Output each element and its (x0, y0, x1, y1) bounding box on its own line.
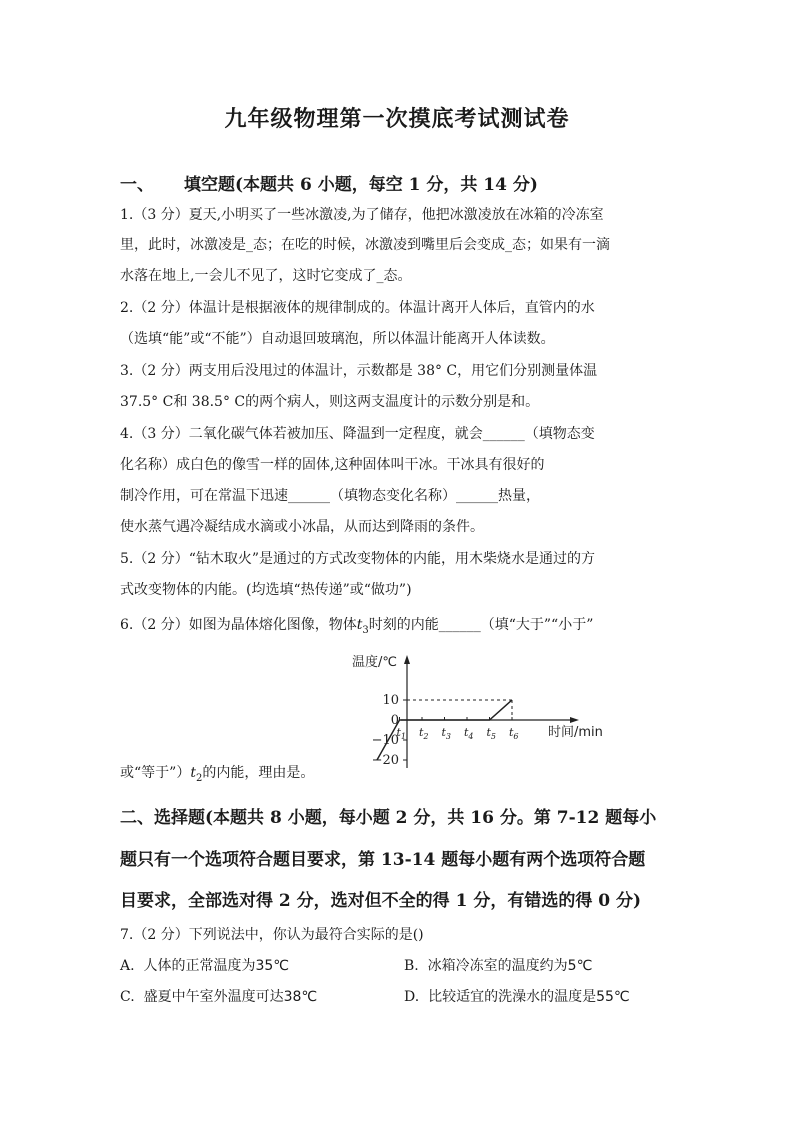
section1-title: 填空题(本题共 6 小题，每空 1 分，共 14 分) (184, 175, 538, 195)
q6-line2 (120, 763, 314, 789)
q1-line3: 水落在地上,一会儿不见了，这时它变成了_态。 (120, 268, 412, 284)
section2-line1: 二、选择题(本题共 8 小题，每小题 2 分，共 16 分。第 7-12 题每小 (120, 808, 657, 828)
q2-line2: （选填“能”或“不能”）自动退回玻璃泡，所以体温计能离开人体读数。 (120, 331, 555, 347)
q6-text-c: 或“等于”） (120, 765, 191, 781)
option-c-label: C. (120, 989, 135, 1005)
option-b-label: B. (404, 958, 419, 974)
y-axis-label: 温度/℃ (352, 655, 397, 670)
q7-option-c (120, 987, 317, 1007)
q6-text-a: 6.（2 分）如图为晶体熔化图像，物体 (120, 617, 357, 633)
option-c-text: 盛夏中午室外温度可达 (143, 989, 284, 1005)
q6-line1 (120, 615, 593, 641)
option-a-text: 人体的正常温度为 (143, 958, 256, 974)
q5-line2: 式改变物体的内能。(均选填“热传递”或“做功”) (120, 582, 412, 598)
x-tick-label: $t_5$ (486, 726, 497, 741)
q5-line1: 5.（2 分）“钻木取火”是通过的方式改变物体的内能，用木柴烧水是通过的方 (120, 551, 596, 567)
q4-line1: 4.（3 分）二氧化碳气体若被加压、降温到一定程度，就会______（填物态变 (120, 426, 595, 442)
q6-text-d: 的内能，理由是。 (202, 765, 315, 781)
melting-graph-svg (340, 648, 620, 778)
q7-option-a (120, 956, 289, 976)
q4-line4: 使水蒸气遇冷凝结成水滴或小冰晶，从而达到降雨的条件。 (120, 519, 484, 535)
option-d-label: D. (404, 989, 420, 1005)
q6-sub-3: 3 (362, 624, 369, 636)
option-b-text: 冰箱冷冻室的温度约为 (427, 958, 568, 974)
option-a-value: 35℃ (255, 958, 290, 974)
section1-number: 一、 (120, 175, 154, 195)
melting-graph (340, 648, 620, 778)
page-title: 九年级物理第一次摸底考试测试卷 (224, 106, 570, 132)
section2-line3: 目要求，全部选对得 2 分，选对但不全的得 1 分，有错选的得 0 分) (120, 891, 642, 911)
x-axis-arrow (570, 717, 579, 723)
q7-option-b (404, 956, 592, 976)
q6-text-b: 时刻的内能______（填“大于”“小于” (368, 617, 594, 633)
x-tick-label: $t_6$ (509, 726, 519, 741)
q6-var-t3: t (356, 617, 363, 633)
q4-line2: 化名称）成白色的像雪一样的固体,这种固体叫干冰。干冰具有很好的 (120, 457, 545, 473)
y-tick-label: 0 (390, 713, 399, 728)
x-tick-label: $t_4$ (464, 726, 474, 741)
y-tick-label: −10 (371, 733, 399, 748)
x-tick-label: $t_1$ (396, 726, 407, 741)
option-d-text: 比较适宜的洗澡水的温度是 (428, 989, 597, 1005)
q3-line1: 3.（2 分）两支用后没甩过的体温计，示数都是 38° C，用它们分别测量体温 (120, 363, 598, 379)
x-tick-label: $t_3$ (441, 726, 452, 741)
q1-line1: 1.（3 分）夏天,小明买了一些冰激凌,为了储存，他把冰激凌放在冰箱的冷冻室 (120, 207, 604, 223)
q6-var-t2: t (190, 765, 196, 781)
y-tick-label: 10 (382, 693, 399, 708)
q4-line3: 制冷作用，可在常温下迅速______（填物态变化名称）______热量， (120, 488, 540, 504)
option-b-value: 5℃ (567, 958, 593, 974)
section1-heading (120, 170, 538, 195)
option-d-value: 55℃ (596, 989, 630, 1005)
x-tick-label: $t_2$ (419, 726, 429, 741)
q6-sub-2: 2 (195, 772, 203, 784)
y-axis-arrow (404, 655, 410, 664)
q3-line2: 37.5° C和 38.5° C的两个病人，则这两支温度计的示数分别是和。 (120, 394, 540, 410)
q1-line2: 里，此时，冰激凌是_态；在吃的时候，冰激凌到嘴里后会变成_态；如果有一滴 (120, 237, 610, 253)
q2-line1: 2.（2 分）体温计是根据液体的规律制成的。体温计离开人体后，直管内的水 (120, 300, 595, 316)
option-a-label: A. (120, 958, 135, 974)
section2-line2: 题只有一个选项符合题目要求，第 13-14 题每小题有两个选项符合题 (120, 850, 646, 870)
y-tick-label: −20 (371, 753, 399, 768)
q7-stem: 7.（2 分）下列说法中，你认为最符合实际的是() (120, 927, 424, 943)
q7-option-d (404, 987, 630, 1007)
option-c-value: 38℃ (283, 989, 318, 1005)
x-axis-label: 时间/min (548, 725, 603, 740)
